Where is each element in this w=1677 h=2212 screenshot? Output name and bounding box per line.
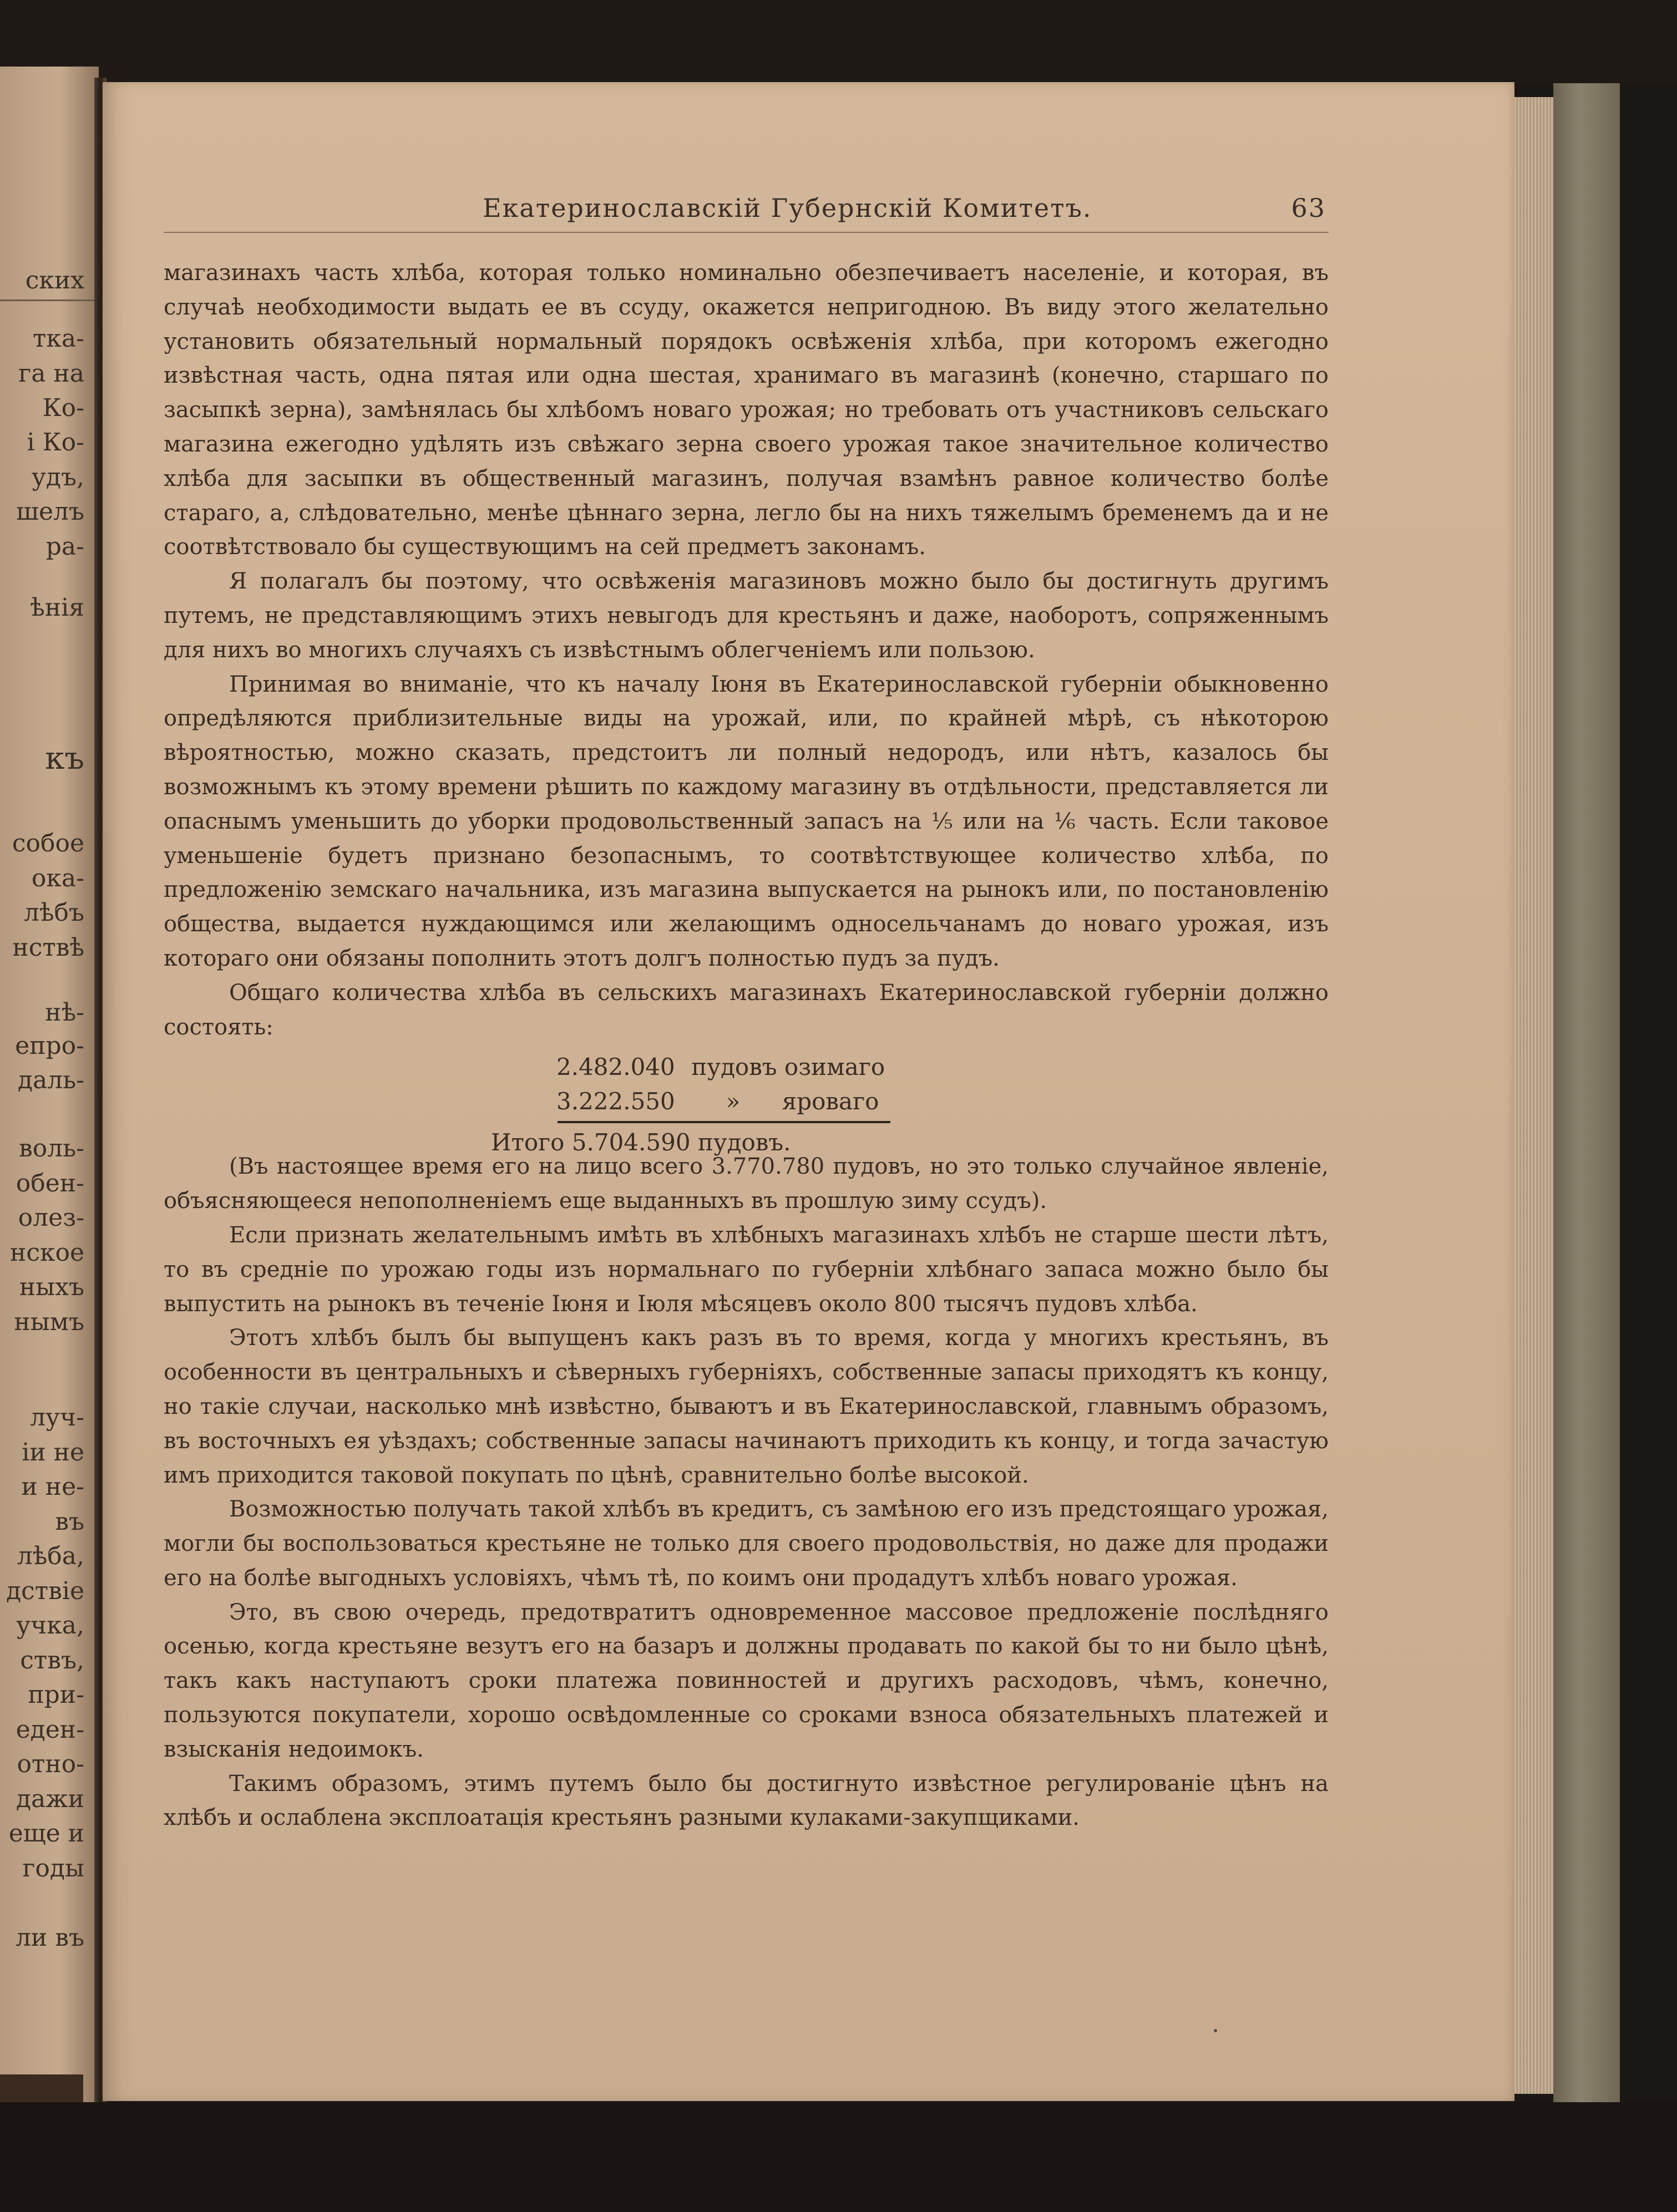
body-text [164, 256, 1329, 1835]
paragraph: Возможностью получать такой хлѣбъ въ кредитъ, съ замѣною его изъ предстоящаго урожая, могли бы воспользоваться крестьяне не только для своего продовольствія, но даже для продажи его на болѣе выгодныхъ условіяхъ, чѣмъ тѣ, по коимъ они продадутъ хлѣбъ новаго урожая. [164, 1496, 1329, 1591]
left-page-fragment-line: дажи [16, 1785, 84, 1813]
left-page-fragment-line: даль- [17, 1066, 84, 1094]
left-page-fragment-line: учка, [16, 1611, 84, 1640]
left-page-fragment-line: шелъ [16, 498, 84, 526]
left-page-fragment-line: ѣнія [30, 593, 84, 622]
background-bottom [0, 2102, 1677, 2212]
left-page-fragment-line: тка- [33, 324, 84, 353]
spring-grain-unit: яроваго [782, 1088, 879, 1115]
summary-block [164, 1044, 1329, 1156]
left-page-fragment-line: удъ, [32, 463, 84, 491]
left-page-fragment-line: іи не [22, 1438, 84, 1467]
left-page-fragment-line: отно- [17, 1750, 84, 1778]
left-page-fragment-line: годы [22, 1854, 84, 1883]
spring-grain-value: 3.222.550 [556, 1088, 675, 1115]
left-page-fragment-line: ли въ [15, 1924, 84, 1952]
left-page-fragment-line: обен- [16, 1169, 84, 1198]
left-page-fragment-line: нѣ- [45, 998, 84, 1027]
paragraphs-after [164, 1150, 1329, 1835]
left-page-fragment-line: и не- [21, 1473, 84, 1501]
page-edges [1509, 97, 1559, 2094]
paragraphs-before [164, 256, 1329, 1044]
paragraph: Я полагалъ бы поэтому, что освѣженія магазиновъ можно было бы достигнуть другимъ путемъ, не представляющимъ этихъ невыгодъ для крестьянъ и даже, наоборотъ, сопряженнымъ для нихъ во многихъ случаяхъ съ извѣстнымъ облегченіемъ или пользою. [164, 569, 1329, 663]
left-page-fragment-line: ныхъ [19, 1273, 84, 1301]
left-page-fragment-line: нское [10, 1239, 84, 1267]
background-top [0, 0, 1677, 83]
paragraph: Если признать желательнымъ имѣть въ хлѣбныхъ магазинахъ хлѣбъ не старше шести лѣтъ, то въ средніе по урожаю годы изъ нормальнаго по губерніи хлѣбнаго запаса можно было бы выпустить на рынокъ въ теченіе Іюня и Іюля мѣсяцевъ около 800 тысячъ пудовъ хлѣба. [164, 1222, 1329, 1317]
ink-speck [1214, 2029, 1217, 2032]
left-page-fragment-line: дствіе [6, 1577, 84, 1605]
left-page-fragment-line: нымъ [14, 1308, 84, 1336]
left-page-fragment-line: ока- [31, 864, 84, 892]
page-number: 63 [1291, 193, 1326, 223]
summary-row-spring [556, 1084, 879, 1119]
paragraph: Такимъ образомъ, этимъ путемъ было бы достигнуто извѣстное регулированіе цѣнъ на хлѣбъ и ослаблена эксплоатація крестьянъ разными кулаками-закупщиками. [164, 1770, 1329, 1831]
paragraph: Это, въ свою очередь, предотвратитъ одновременное массовое предложеніе послѣдняго осенью, когда крестьяне везутъ его на базаръ и должны продавать по какой бы то ни было цѣнѣ, такъ какъ наступаютъ сроки платежа повинностей и другихъ расходовъ, чѣмъ, конечно, пользуются покупатели, хорошо освѣдомленные со сроками взноса обязательныхъ платежей и взысканія недоимокъ. [164, 1599, 1329, 1762]
header-rule [164, 232, 1329, 233]
paragraph: Этотъ хлѣбъ былъ бы выпущенъ какъ разъ въ то время, когда у многихъ крестьянъ, въ особенности въ центральныхъ и сѣверныхъ губерніяхъ, собственные запасы приходятъ къ концу, но такіе случаи, насколько мнѣ извѣстно, бываютъ и въ Екатеринославской, главнымъ образомъ, въ восточныхъ ея уѣздахъ; собственные запасы начинаютъ приходить къ концу, и тогда зачастую имъ приходится таковой покупать по цѣнѣ, сравнительно болѣе высокой. [164, 1325, 1329, 1488]
left-page-fragment-line: епро- [15, 1032, 84, 1060]
summary-rule [558, 1121, 890, 1123]
paragraph: Принимая во вниманіе, что къ началу Іюня въ Екатеринославской губерніи обыкновенно опредѣляются приблизительные виды на урожай, или, по крайней мѣрѣ, съ нѣкоторою вѣроятностью, можно сказать, предстоитъ ли полный недородъ, или нѣтъ, казалось бы возможнымъ къ этому времени рѣшить по каждому магазину въ отдѣльности, представляется ли опаснымъ уменьшить до уборки продовольственный запасъ на ⅕ или на ⅙ часть. Если таковое уменьшеніе будетъ признано безопаснымъ, то соотвѣтствующее количество хлѣба, по предложенію земскаго начальника, изъ магазина выпускается на рынокъ или, по постановленію общества, выдается нуждающимся или желающимъ односельчанамъ до новаго урожая, изъ котораго они обязаны пополнить этотъ долгъ полностью пудъ за пудъ. [164, 671, 1329, 971]
ditto-mark: » [726, 1088, 741, 1115]
left-page-fragment-line: лѣба, [17, 1542, 84, 1570]
left-page-fragment-line: луч- [30, 1403, 84, 1432]
left-page-fragment-line: ствъ, [20, 1646, 84, 1675]
left-page-fragment-line: собое [12, 829, 84, 858]
summary-row-winter [556, 1050, 885, 1084]
paragraph: (Въ настоящее время его на лицо всего 3.770.780 пудовъ, но это только случайное явленіе, объясняющееся непополненіемъ еще выданныхъ въ прошлую зиму ссудъ). [164, 1154, 1329, 1214]
left-page-fragment-line: ра- [45, 532, 84, 561]
left-page-fragment-line: ских [25, 266, 84, 295]
paragraph: магазинахъ часть хлѣба, которая только номинально обезпечиваетъ населеніе, и которая, въ случаѣ необходимости выдать ее въ ссуду, окажется непригодною. Въ виду этого желательно установить обязательный нормальный порядокъ освѣженія хлѣба, при которомъ ежегодно извѣстная часть, одна пятая или одна шестая, хранимаго въ магазинѣ (конечно, старшаго по засыпкѣ зерна), замѣнялась бы хлѣбомъ новаго урожая; но требовать отъ участниковъ сельскаго магазина ежегодно удѣлять изъ свѣжаго зерна своего урожая такое значительное количество хлѣба для засыпки въ общественный магазинъ, получая взамѣнъ равное количество болѣе стараго, а, слѣдовательно, менѣе цѣннаго зерна, легло бы на нихъ тяжелымъ бременемъ да и не соотвѣтствовало бы существующимъ на сей предметъ законамъ. [164, 260, 1329, 560]
summary-total: Итого 5.704.590 пудовъ. [491, 1129, 791, 1156]
page-header [166, 193, 1326, 226]
winter-grain-unit: пудовъ озимаго [691, 1053, 885, 1081]
left-page-header-rule [0, 300, 99, 301]
left-page-fragment-line: къ [45, 740, 84, 777]
left-page-fragment-line: въ [55, 1508, 84, 1536]
left-page-fragment-line: воль- [18, 1134, 84, 1163]
left-page-fragment-line: га на [18, 359, 84, 388]
book-cover-edge [1553, 83, 1620, 2124]
left-page-fragment-line: лѣбъ [24, 899, 84, 927]
left-page-fragment [0, 67, 99, 2108]
left-page-fragment-line: Ко- [42, 394, 84, 422]
left-page-fragment-line: еден- [16, 1716, 84, 1744]
left-page-fragment-line: нствѣ [12, 933, 84, 962]
left-page-fragment-line: і Ко- [27, 428, 84, 456]
winter-grain-value: 2.482.040 [556, 1053, 675, 1081]
running-head: Екатеринославскій Губернскій Комитетъ. [483, 193, 1092, 223]
paragraph: Общаго количества хлѣба въ сельскихъ магазинахъ Екатеринославской губерніи должно состоять: [164, 980, 1329, 1040]
left-page-fragment-line: при- [28, 1681, 84, 1709]
left-page-fragment-line: олез- [18, 1204, 84, 1232]
left-page-fragment-line: еще и [8, 1819, 84, 1848]
